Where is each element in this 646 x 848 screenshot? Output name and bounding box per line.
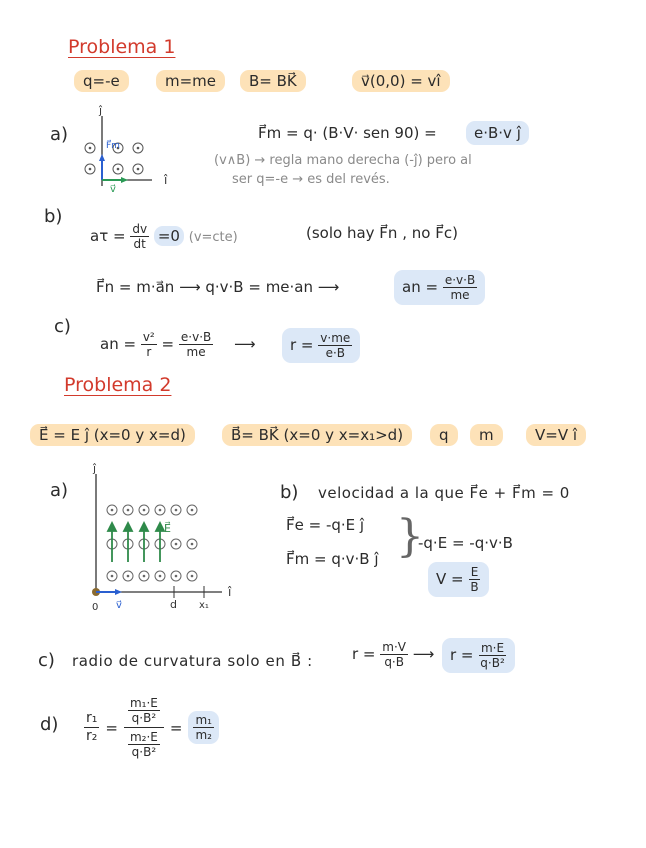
p2-part-c-label: c) <box>38 650 55 671</box>
az-den: dt <box>133 237 146 251</box>
evb-num: e·v·B <box>180 330 212 344</box>
p1-velocity-label: v⃗ <box>110 184 116 195</box>
v-den: B <box>470 580 479 594</box>
p2-part-a-label: a) <box>50 480 69 501</box>
v-num: E <box>470 565 479 579</box>
big-num-den: q·B² <box>131 711 157 725</box>
p2-given-velocity: V=V î <box>526 424 586 446</box>
az-note: (v=cte) <box>188 230 238 245</box>
p2-velocity-result <box>428 562 489 597</box>
big-denominator <box>126 728 162 759</box>
p1-force-label: F⃗m <box>106 141 120 151</box>
r-den: e·B <box>325 346 346 360</box>
v2-fraction <box>141 330 157 359</box>
r-lhs: r = <box>290 336 314 354</box>
ratio-num: r₁ <box>86 710 98 726</box>
p2-electric-force: F⃗e = -q·E ĵ <box>286 516 365 534</box>
c-r-den: q·B <box>384 655 404 669</box>
evb-den: me <box>186 345 206 359</box>
p1-force-equation: F⃗m = q· (B·V· sen 90) = <box>258 124 437 142</box>
p2-radius-eq <box>352 640 434 669</box>
given-mass: m=me <box>156 70 225 92</box>
az-result: =0 <box>154 226 184 246</box>
p2-radius-result <box>442 638 515 673</box>
p2-velocity-label: v⃗ <box>116 600 122 611</box>
an-lhs: an = <box>402 278 439 296</box>
p1-part-c-label: c) <box>54 316 71 337</box>
v2-num: v² <box>142 330 155 344</box>
big-num-frac <box>128 696 160 725</box>
res-den: m₂ <box>195 728 212 742</box>
big-den-den: q·B² <box>131 745 157 759</box>
big-den-num: m₂·E <box>129 730 158 744</box>
p2-part-b-label: b) <box>280 482 299 503</box>
p2-force-balance: -q·E = -q·v·B <box>418 534 513 552</box>
p1-radius-derivation <box>100 330 256 359</box>
v2-den: r <box>146 345 152 359</box>
c-r-lhs: r = <box>352 645 376 663</box>
p1-diagram <box>80 104 200 198</box>
p2-d-label: d <box>170 598 177 611</box>
big-fraction <box>124 696 164 759</box>
p1-note-line1: (v∧B) → regla mano derecha (-ĵ) pero al <box>214 153 472 168</box>
d-eq: = <box>105 718 118 737</box>
an-den: me <box>450 288 470 302</box>
given-field: B= BK⃗ <box>240 70 306 92</box>
given-velocity: v⃗(0,0) = vî <box>352 70 450 92</box>
p2-part-d-label: d) <box>40 714 59 735</box>
c-r2-lhs: r = <box>450 646 474 664</box>
res-fraction <box>193 713 214 742</box>
p2-x-axis-label: î <box>228 585 232 599</box>
az-lhs: aτ = <box>90 227 126 245</box>
p2-origin-label: 0 <box>92 602 99 613</box>
p1-y-axis-label: ĵ <box>99 104 103 117</box>
p1-an-result <box>394 270 485 305</box>
c-r2-fraction <box>478 641 506 670</box>
c-r-num: m·V <box>382 640 407 654</box>
c2-arrow: ⟶ <box>412 645 435 663</box>
r-fraction <box>318 331 352 360</box>
c-an-lhs: an = <box>100 335 137 353</box>
res-num: m₁ <box>195 713 212 727</box>
c-arrow: ⟶ <box>234 335 256 353</box>
az-num: dv <box>132 222 148 236</box>
an-fraction <box>443 273 477 302</box>
p2-given-mass: m <box>470 424 503 446</box>
evb-fraction <box>179 330 213 359</box>
p2-field-label: E⃗ <box>164 522 171 535</box>
r-num: v·me <box>320 331 351 345</box>
problem2-title: Problema 2 <box>64 374 172 396</box>
p2-magnetic-force: F⃗m = q·v·B ĵ <box>286 550 379 568</box>
p1-tangential-accel <box>90 222 238 251</box>
p2-diagram <box>82 462 242 616</box>
az-fraction <box>130 222 149 251</box>
p1-note-line2: ser q=-e → es del revés. <box>232 172 390 187</box>
p2-c-text: radio de curvatura solo en B⃗ : <box>72 652 313 670</box>
v-lhs: V = <box>436 570 464 588</box>
an-num: e·v·B <box>444 273 476 287</box>
ratio-den: r₂ <box>86 728 98 744</box>
given-charge: q=-e <box>74 70 129 92</box>
c-r2-num: m·E <box>480 641 505 655</box>
brace: } <box>396 511 424 562</box>
big-den-frac <box>128 730 160 759</box>
p1-normal-force-eq: F⃗n = m·a⃗n ⟶ q·v·B = me·an ⟶ <box>96 278 340 296</box>
p2-b-heading: velocidad a la que F⃗e + F⃗m = 0 <box>318 484 570 502</box>
p2-radius-ratio <box>84 696 219 759</box>
ratio-result <box>188 711 219 744</box>
p1-part-b-label: b) <box>44 206 63 227</box>
p2-given-efield: E⃗ = E ĵ (x=0 y x=d) <box>30 424 195 446</box>
c-eq: = <box>161 335 175 353</box>
big-numerator <box>124 696 164 728</box>
d-eq2: = <box>169 718 183 737</box>
big-num-num: m₁·E <box>129 696 158 710</box>
p1-radius-result <box>282 328 360 363</box>
ratio-fraction <box>84 710 99 745</box>
p1-force-result: e·B·v ĵ <box>466 121 529 145</box>
p2-given-charge: q <box>430 424 458 446</box>
p1-only-forces-note: (solo hay F⃗n , no F⃗c) <box>306 224 458 242</box>
problem1-title: Problema 1 <box>68 36 176 58</box>
c-r-fraction <box>380 640 408 669</box>
p2-y-axis-label: ĵ <box>93 462 97 475</box>
c-r2-den: q·B² <box>480 656 505 670</box>
p1-x-axis-label: î <box>164 173 168 187</box>
p2-given-bfield: B⃗= BK⃗ (x=0 y x=x₁>d) <box>222 424 412 446</box>
p2-x1-label: x₁ <box>199 600 209 611</box>
p1-part-a-label: a) <box>50 124 69 145</box>
v-fraction <box>468 565 480 594</box>
